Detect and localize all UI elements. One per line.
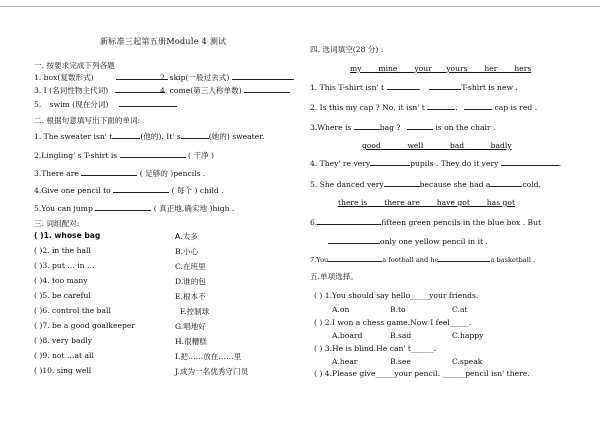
answer-blank[interactable] — [490, 179, 522, 187]
match-row-10: ( )10. sing well — [34, 366, 92, 375]
sec4-heading: 四. 选词填空(28 分) : — [310, 45, 384, 54]
fill-question-1: 1. This T-shirt isn' t . T-shirt is new . — [310, 83, 518, 92]
top-rule — [0, 6, 600, 7]
answer-blank[interactable] — [354, 122, 380, 130]
answer-blank[interactable] — [370, 158, 410, 166]
match-row-1: ( )1. whose bag — [34, 231, 101, 240]
answer-blank[interactable] — [317, 217, 381, 225]
fill-question-7: 7.You a football and he a basketball . — [310, 256, 536, 264]
match-option-J: J.成为一名优秀守门员 — [175, 367, 249, 376]
match-option-G: G.唱地好 — [175, 322, 206, 331]
answer-blank[interactable] — [112, 131, 140, 139]
answer-blank[interactable] — [232, 72, 294, 80]
fill-question-2: 2. Is this my cap ? No, it isn' t . cap is red . — [310, 103, 538, 112]
match-row-9: ( )9. not …at all — [34, 351, 94, 360]
answer-blank[interactable] — [244, 85, 290, 93]
match-option-B: B.小心 — [175, 247, 199, 256]
answer-blank[interactable] — [81, 168, 137, 176]
fill-question-6b: only one yellow pencil in it . — [328, 236, 488, 246]
answer-blank[interactable] — [387, 82, 419, 90]
choice-question-2: ( ) 2.I won a chess game.Now I feel_____. — [314, 318, 472, 327]
match-option-D: D.谁的包 — [175, 277, 207, 286]
match-row-2: ( )2. in the hall — [34, 246, 91, 255]
sec2-sentence-2: 2.Lingling' s T-shirt is ( 干净 ) — [34, 151, 214, 160]
answer-blank[interactable] — [115, 85, 165, 93]
choice-question-4: ( ) 4.Please give_____your pencil. ______pencil isn' there. — [314, 369, 530, 378]
match-row-7: ( )7. be a good goalkeeper — [34, 321, 135, 330]
match-row-6: ( )6. control the ball — [34, 306, 111, 315]
answer-blank[interactable] — [113, 185, 169, 193]
sec1-heading: 一. 按要求完成下列各题 — [34, 61, 115, 70]
answer-blank[interactable] — [501, 158, 559, 166]
answer-blank[interactable] — [120, 150, 186, 158]
sec1-item-1: 1. box(复数形式) — [34, 72, 168, 83]
choice-options-1: A.on B.to C.at — [332, 305, 468, 314]
answer-blank[interactable] — [95, 203, 151, 211]
answer-blank[interactable] — [384, 179, 420, 187]
sec1-item-2: 2. skip(一般过去式) — [160, 72, 294, 83]
answer-blank[interactable] — [181, 131, 209, 139]
fill-question-6: 6. fifteen green pencils in the blue box . But — [310, 218, 542, 227]
answer-blank[interactable] — [429, 82, 461, 90]
choice-options-3: A.hear B.see C.speak — [332, 357, 483, 366]
match-option-E: E.根本不 — [175, 292, 206, 301]
word-bank-2: good well bad badly — [362, 141, 512, 150]
sec2-sentence-1: 1. The sweater isn' t (他的). It' s (她的) sweater. — [34, 132, 265, 141]
fill-question-3: 3.Where is bag ? is on the chair . — [310, 123, 496, 132]
match-option-A: A.太多 — [175, 232, 198, 241]
sec2-sentence-3: 3.There are ( 足够的 )pencils . — [34, 169, 206, 178]
sec2-heading: 二. 根据句意填写出下面的单词: — [34, 116, 141, 125]
sec3-heading: 三. 词组配对: — [34, 219, 80, 228]
sec1-item-3: 3. I (名词性物主代词) — [34, 85, 165, 96]
match-option-H: H.很糟糕 — [175, 337, 207, 346]
fill-question-5: 5. She danced very because she had a cold. — [310, 180, 541, 189]
choice-options-2: A.board B.sad C.happy — [332, 331, 484, 340]
match-row-8: ( )8. very badly — [34, 336, 93, 345]
choice-question-1: ( ) 1.You should say hello_____your friends. — [314, 291, 479, 300]
word-bank-3: there is there are have got has got — [338, 198, 515, 207]
match-option-I: I.把……放在……里 — [175, 352, 242, 361]
sec5-heading: 五.单项选择。 — [310, 272, 358, 281]
sec1-item-4: 4. come(第三人称单数) — [160, 85, 290, 96]
page-title: 新标准三起第五册Module 4 测试 — [100, 37, 227, 46]
match-row-5: ( )5. be careful — [34, 291, 91, 300]
match-option-C: C.在班里 — [175, 262, 206, 271]
answer-blank[interactable] — [328, 236, 380, 244]
answer-blank[interactable] — [438, 254, 490, 262]
match-row-4: ( )4. too many — [34, 276, 88, 285]
answer-blank[interactable] — [119, 99, 177, 107]
answer-blank[interactable] — [427, 102, 455, 110]
fill-question-4: 4. They' re very pupils . They do it very . — [310, 159, 562, 168]
word-bank-1: my mine your yours her hers — [350, 64, 532, 73]
sec1-item-5: 5. swim (现在分词) — [34, 99, 177, 110]
sec2-sentence-4: 4.Give one pencil to ( 每个 ) child . — [34, 186, 224, 195]
answer-blank[interactable] — [464, 102, 492, 110]
answer-blank[interactable] — [407, 122, 433, 130]
match-option-F: F.控制球 — [180, 307, 210, 316]
answer-blank[interactable] — [328, 254, 382, 262]
sec2-sentence-5: 5.You can jump ( 真正地,确实地 )high . — [34, 204, 235, 213]
match-row-3: ( )3. put … in … — [34, 261, 95, 270]
choice-question-3: ( ) 3.He is blind.He can' t______. — [314, 344, 437, 353]
